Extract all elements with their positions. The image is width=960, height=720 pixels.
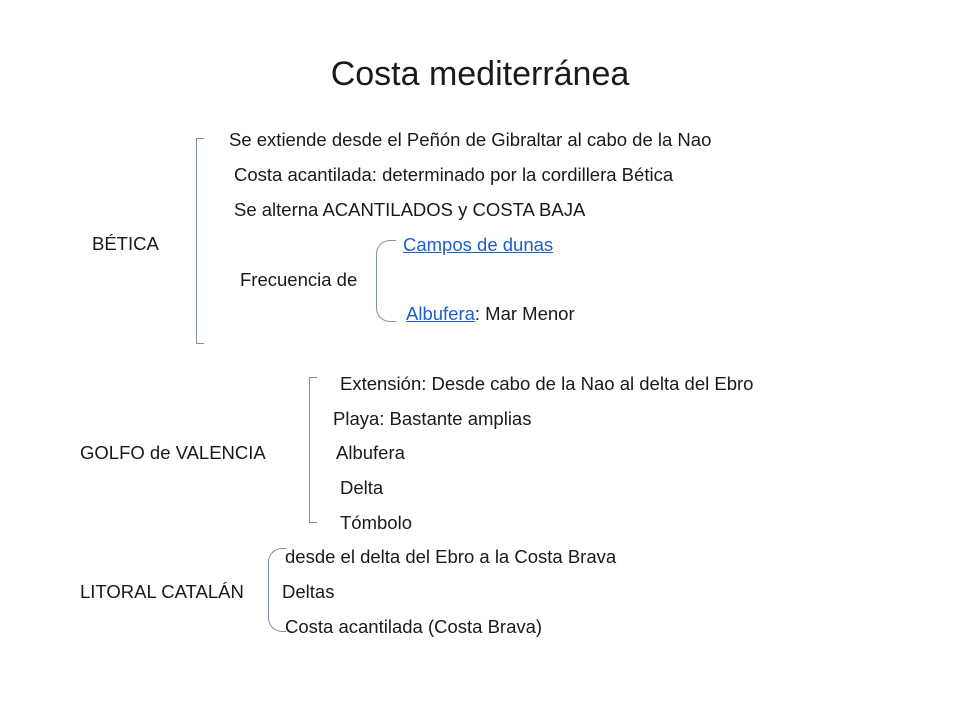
betica-item-alternate: Se alterna ACANTILADOS y COSTA BAJA — [234, 199, 586, 220]
albufera-line — [406, 302, 575, 326]
slide-title: Costa mediterránea — [330, 55, 630, 93]
litoral-item-extent: desde el delta del Ebro a la Costa Brava — [285, 546, 617, 567]
litoral-item-cliff: Costa acantilada (Costa Brava) — [285, 616, 543, 637]
golfo-label: GOLFO de VALENCIA — [80, 442, 266, 463]
betica-bracket — [196, 138, 204, 344]
litoral-label: LITORAL CATALÁN — [80, 581, 244, 602]
litoral-item-deltas: Deltas — [282, 581, 335, 602]
betica-item-cliff: Costa acantilada: determinado por la cordillera Bética — [234, 164, 674, 185]
golfo-item-extension: Extensión: Desde cabo de la Nao al delta del Ebro — [340, 373, 754, 394]
frequency-bracket — [376, 240, 396, 322]
betica-frequency-label: Frecuencia de — [240, 269, 358, 290]
dunes-link[interactable]: Campos de dunas — [403, 234, 554, 255]
albufera-link[interactable]: Albufera — [406, 303, 475, 324]
golfo-bracket — [309, 377, 317, 523]
golfo-item-albufera: Albufera — [336, 442, 405, 463]
golfo-item-delta: Delta — [340, 477, 384, 498]
albufera-suffix: : Mar Menor — [474, 303, 575, 324]
golfo-item-tombolo: Tómbolo — [340, 512, 412, 533]
golfo-item-beach: Playa: Bastante amplias — [333, 408, 532, 429]
betica-label: BÉTICA — [92, 233, 159, 254]
betica-item-extent: Se extiende desde el Peñón de Gibraltar al cabo de la Nao — [229, 129, 712, 150]
